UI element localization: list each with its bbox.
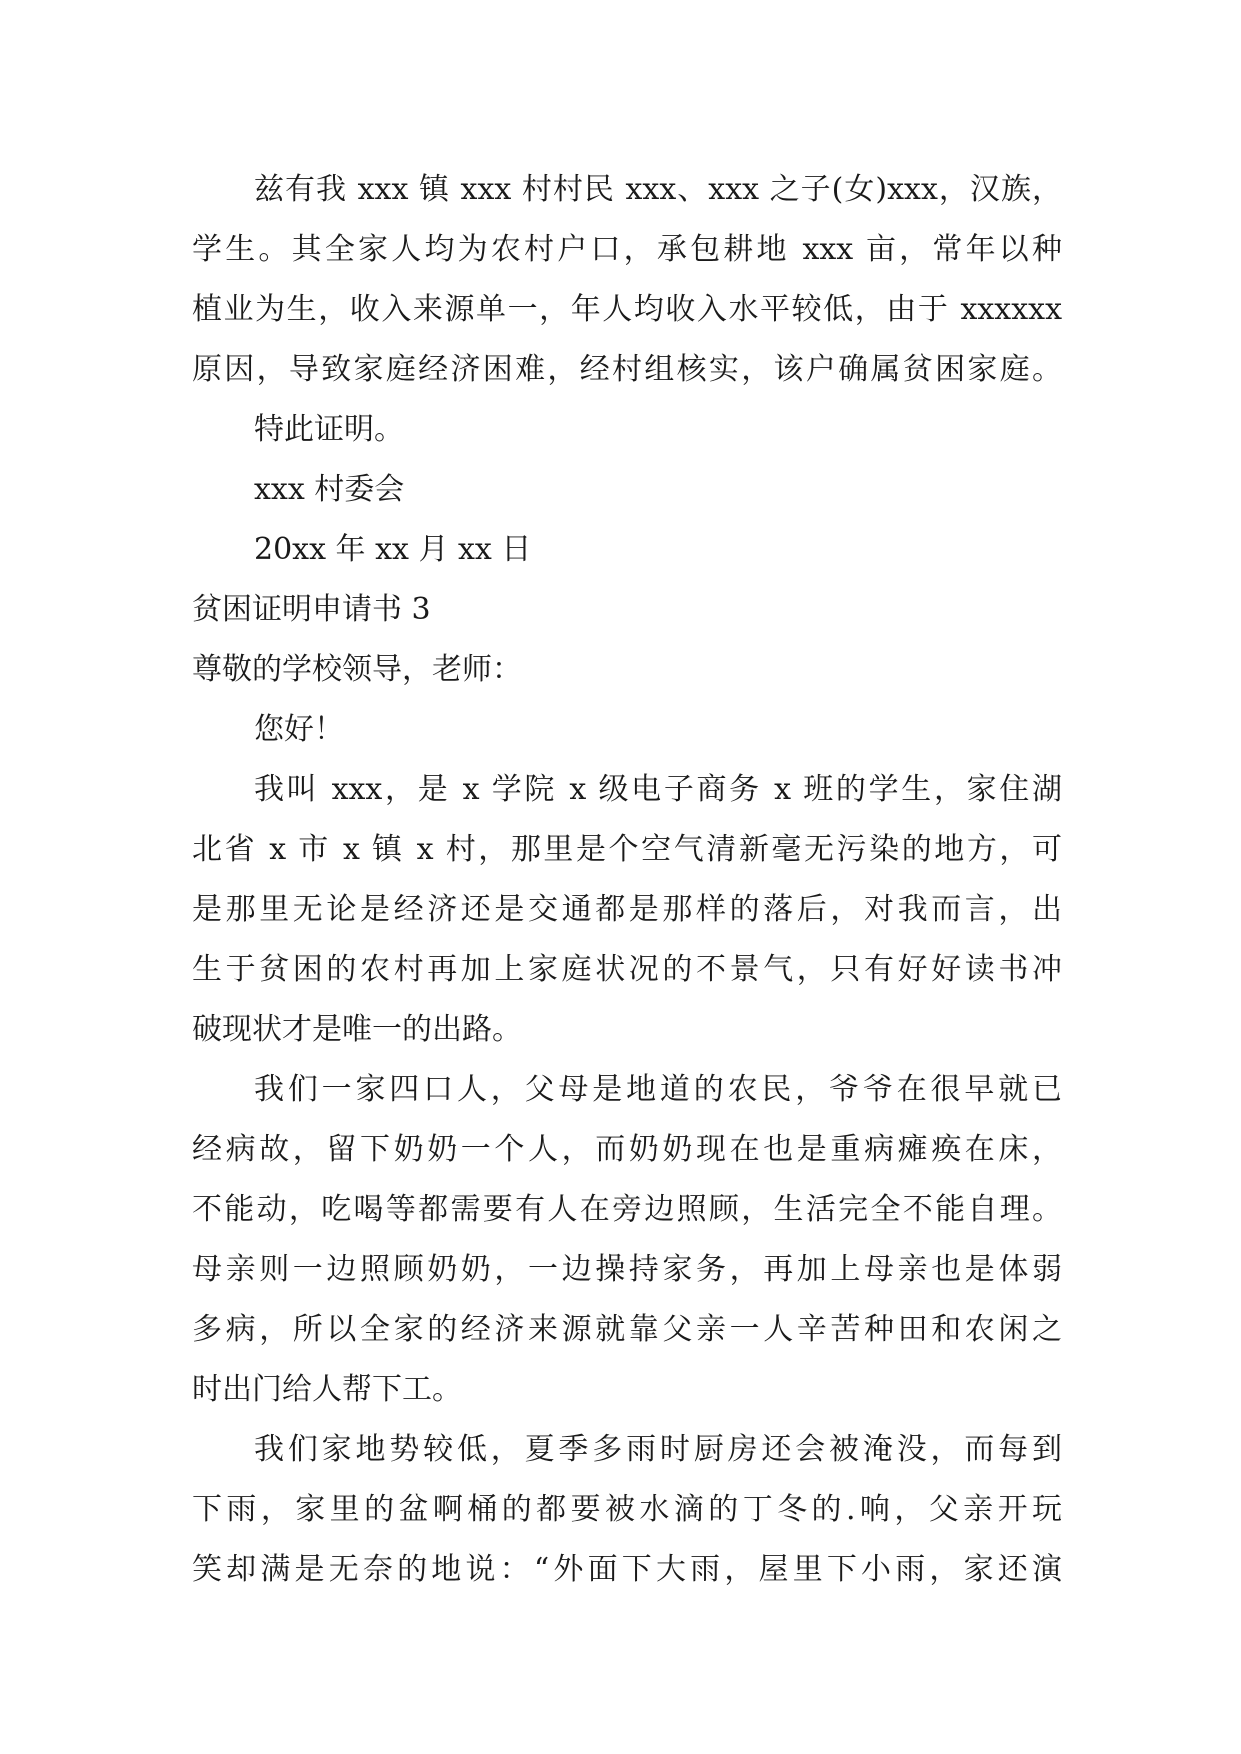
text-line: 植业为生，收入来源单一，年人均收入水平较低，由于 xxxxxx [192, 292, 1062, 327]
text-line: 原因，导致家庭经济困难，经村组核实，该户确属贫困家庭。 [192, 352, 1062, 387]
closing-statement: 特此证明。 [254, 412, 404, 447]
text-line: 我叫 xxx，是 x 学院 x 级电子商务 x 班的学生，家住湖 [254, 772, 1062, 807]
text-line: 北省 x 市 x 镇 x 村，那里是个空气清新毫无污染的地方，可 [192, 832, 1062, 867]
text-line: 下雨，家里的盆啊桶的都要被水滴的丁冬的.响，父亲开玩 [192, 1492, 1062, 1527]
text-line: 时出门给人帮下工。 [192, 1372, 462, 1407]
text-line: 是那里无论是经济还是交通都是那样的落后，对我而言，出 [192, 892, 1062, 927]
text-line: 学生。其全家人均为农村户口，承包耕地 xxx 亩，常年以种 [192, 232, 1062, 267]
text-line: 我们家地势较低，夏季多雨时厨房还会被淹没，而每到 [254, 1432, 1062, 1467]
text-line: 我们一家四口人，父母是地道的农民，爷爷在很早就已 [254, 1072, 1062, 1107]
text-line: 母亲则一边照顾奶奶，一边操持家务，再加上母亲也是体弱 [192, 1252, 1062, 1287]
text-line: 笑却满是无奈的地说：“外面下大雨，屋里下小雨，家还演 [192, 1552, 1062, 1587]
greeting: 您好！ [254, 712, 344, 747]
text-line: 经病故，留下奶奶一个人，而奶奶现在也是重病瘫痪在床， [192, 1132, 1062, 1167]
text-line: 不能动，吃喝等都需要有人在旁边照顾，生活完全不能自理。 [192, 1192, 1062, 1227]
signature-date: 20xx 年 xx 月 xx 日 [254, 532, 532, 567]
text-line: 生于贫困的农村再加上家庭状况的不景气，只有好好读书冲 [192, 952, 1062, 987]
signature-committee: xxx 村委会 [254, 472, 405, 507]
text-line: 破现状才是唯一的出路。 [192, 1012, 522, 1047]
salutation: 尊敬的学校领导，老师： [192, 652, 522, 687]
section-heading: 贫困证明申请书 3 [192, 592, 431, 627]
text-line: 多病，所以全家的经济来源就靠父亲一人辛苦种田和农闲之 [192, 1312, 1062, 1347]
document-body [192, 160, 1062, 1600]
text-line: 兹有我 xxx 镇 xxx 村村民 xxx、xxx 之子(女)xxx，汉族， [254, 172, 1062, 207]
